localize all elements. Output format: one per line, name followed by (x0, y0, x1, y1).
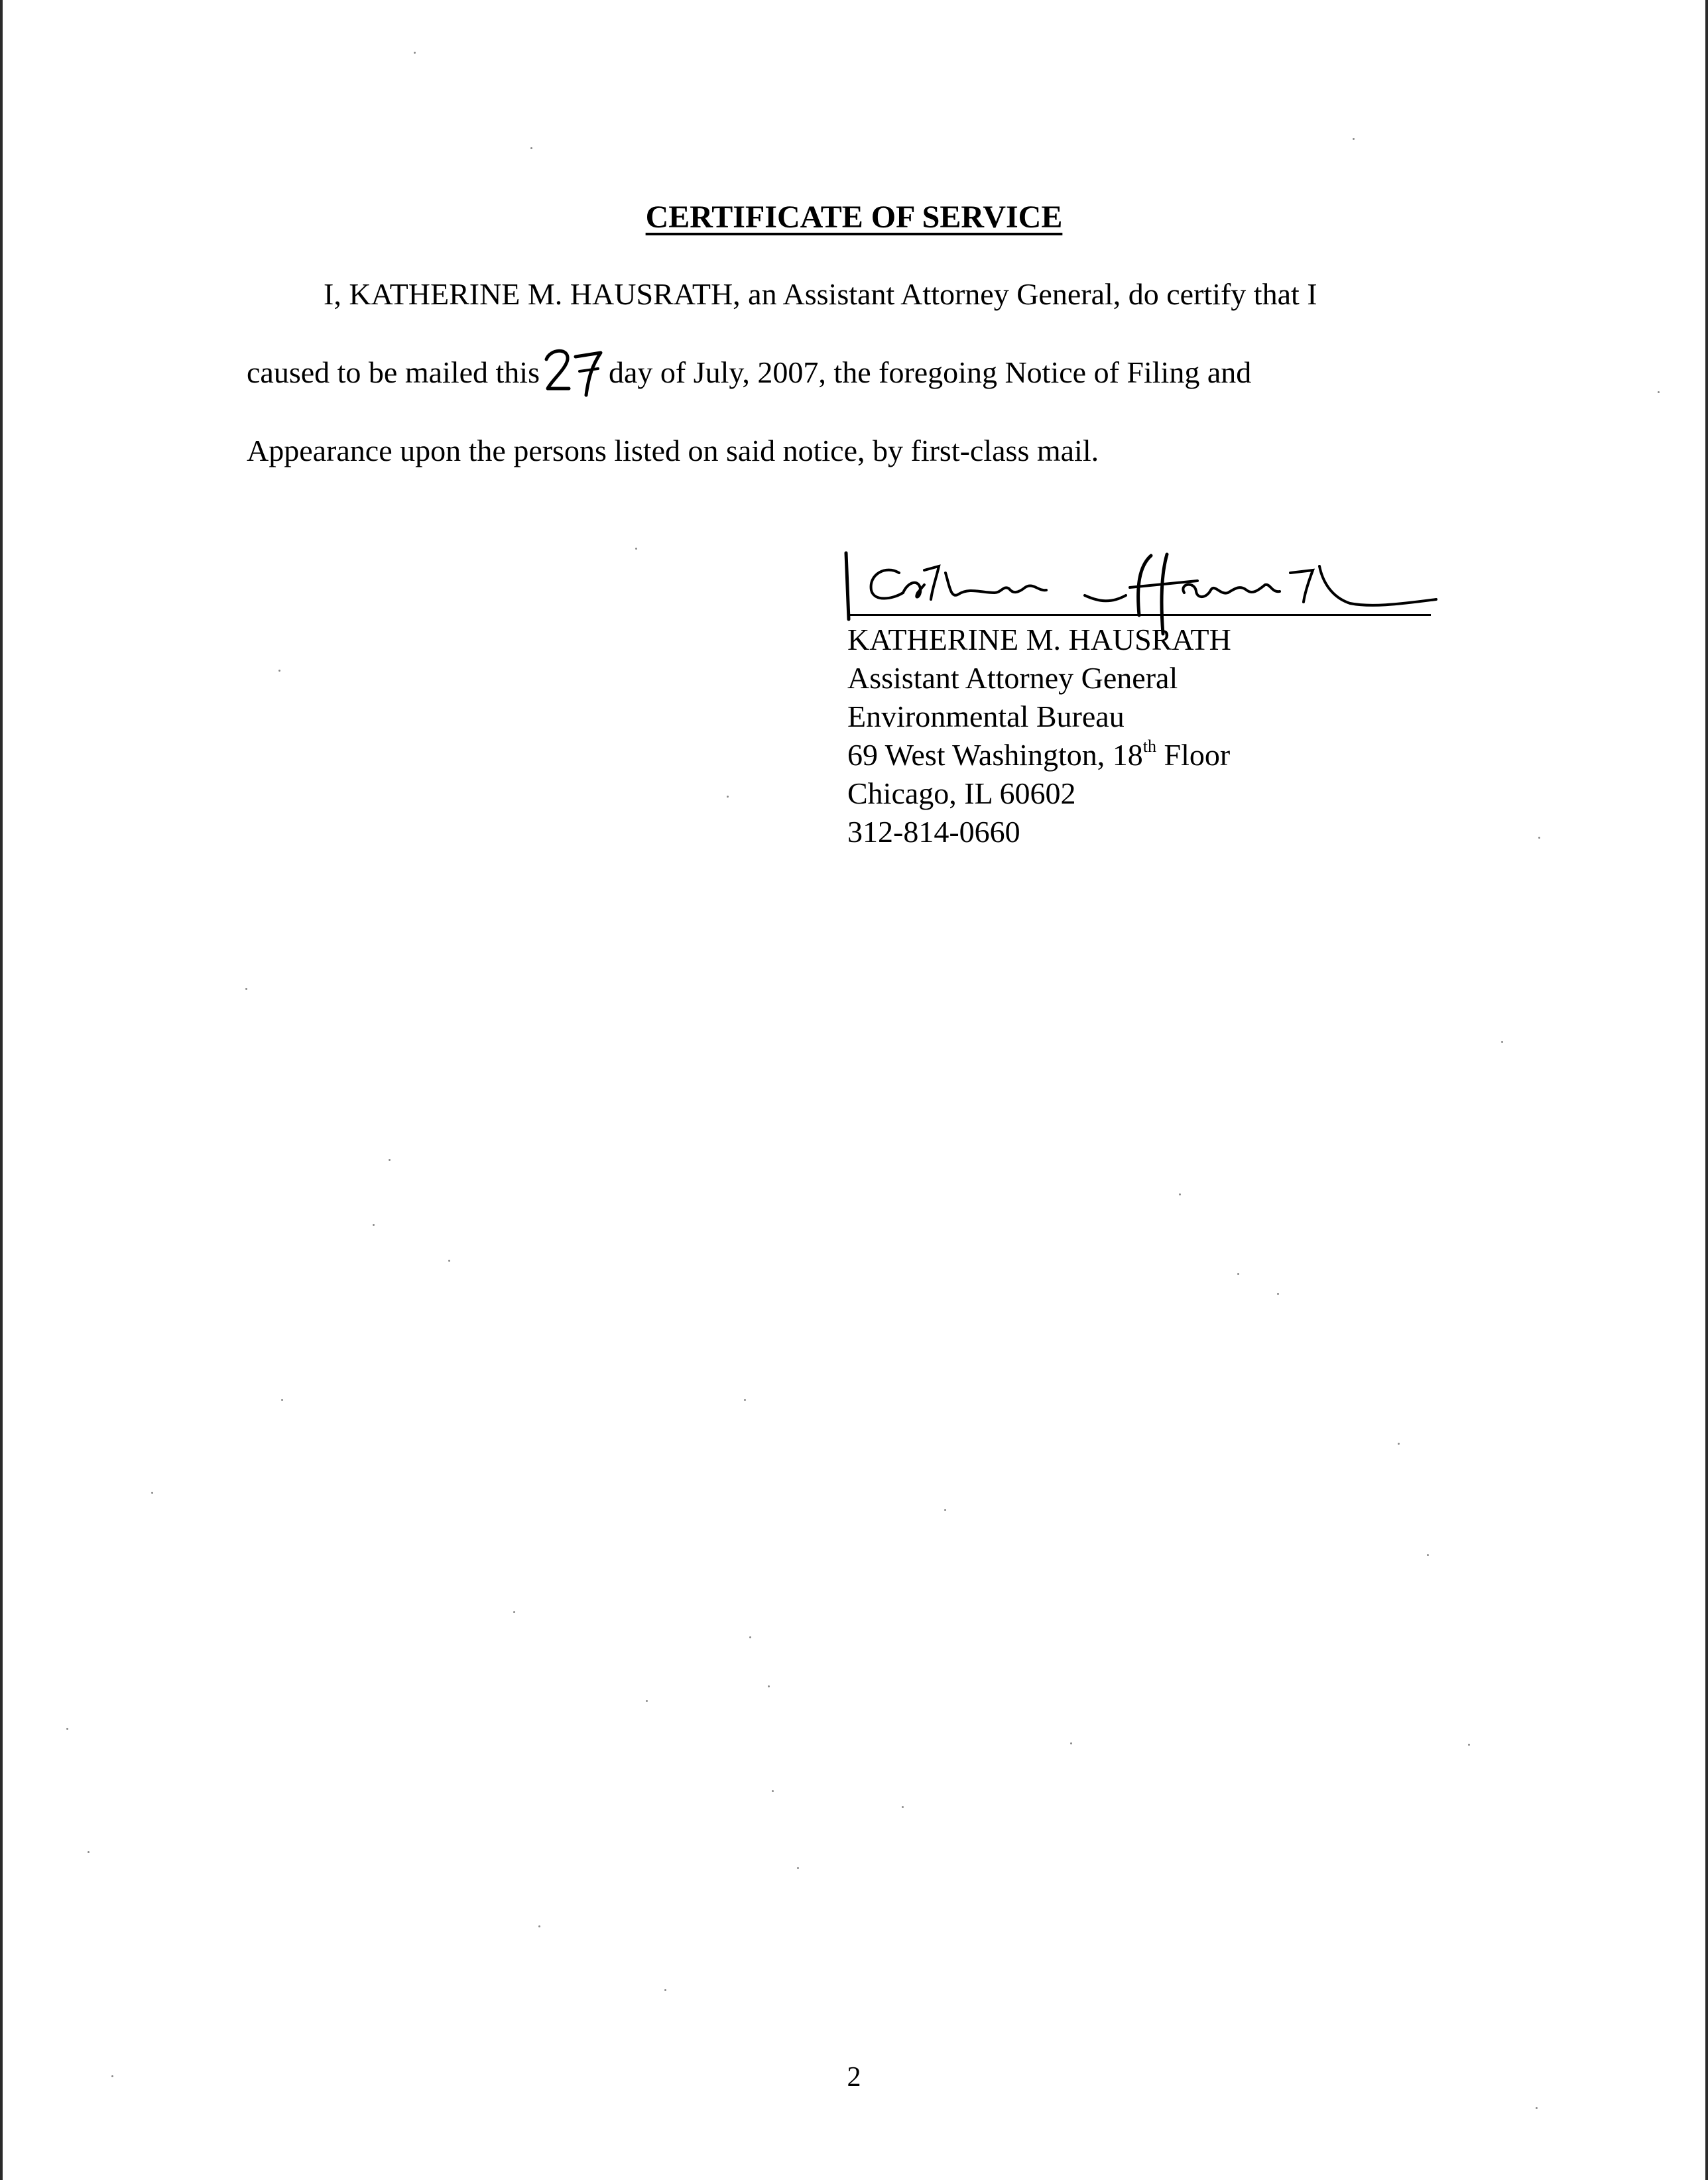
scan-speck (772, 1790, 774, 1792)
scan-speck (744, 1399, 746, 1401)
certificate-line-3: Appearance upon the persons listed on said notice, by first-class mail. (247, 434, 1099, 467)
handwritten-day-field (540, 354, 609, 391)
scan-speck (111, 2075, 113, 2077)
signatory-position: Assistant Attorney General (847, 661, 1178, 695)
street-address-ordinal: th (1142, 737, 1157, 756)
street-address-main: 69 West Washington, 18 (847, 738, 1143, 772)
scan-edge-right (1705, 0, 1708, 2180)
signatory-city: Chicago, IL 60602 (847, 776, 1076, 810)
signatory-name: KATHERINE M. HAUSRATH (847, 623, 1231, 656)
signatory-details (847, 621, 1231, 851)
scan-speck (1538, 837, 1540, 839)
scan-speck (1468, 1744, 1470, 1746)
scan-speck (1658, 391, 1660, 393)
signatory-bureau: Environmental Bureau (847, 699, 1125, 733)
signatory-phone: 312-814-0660 (847, 815, 1020, 849)
scan-speck (448, 1260, 450, 1262)
scan-speck (414, 52, 416, 54)
scan-edge-left (0, 0, 3, 2180)
scan-speck (245, 988, 247, 990)
scan-speck (530, 147, 532, 149)
scan-speck (1427, 1554, 1429, 1556)
scan-speck (278, 670, 280, 672)
certificate-line-1: I, KATHERINE M. HAUSRATH, an Assistant Attorney General, do certify that I (324, 277, 1317, 311)
scan-speck (727, 796, 729, 798)
scan-speck (66, 1728, 68, 1730)
scan-speck (1536, 2107, 1538, 2109)
document-title (0, 198, 1708, 237)
scan-speck (1179, 1193, 1181, 1195)
line-2-before-day: caused to be mailed this (247, 355, 540, 389)
certificate-line-2 (247, 354, 1251, 391)
scan-speck (635, 548, 637, 550)
scan-speck (513, 1611, 515, 1613)
scan-speck (749, 1636, 751, 1638)
scan-speck (797, 1867, 799, 1869)
scan-speck (1501, 1041, 1503, 1043)
page-number: 2 (847, 2062, 861, 2092)
handwritten-day-icon (542, 345, 606, 398)
scan-speck (1353, 138, 1355, 140)
scan-speck (373, 1224, 375, 1226)
scan-speck (1277, 1293, 1279, 1295)
scan-speck (646, 1700, 648, 1702)
scan-speck (538, 1925, 540, 1927)
signature-line (847, 614, 1431, 616)
scan-speck (88, 1851, 90, 1853)
scan-speck (151, 1492, 153, 1494)
scan-speck (389, 1159, 391, 1161)
street-address-floor: Floor (1156, 738, 1231, 772)
scan-speck (1237, 1273, 1239, 1275)
scan-speck (768, 1685, 770, 1687)
signatory-street-address (847, 736, 1231, 774)
scan-speck (1070, 1742, 1072, 1744)
line-2-after-day: day of July, 2007, the foregoing Notice of Filing and (609, 355, 1252, 389)
scan-speck (944, 1509, 946, 1511)
scan-speck (902, 1806, 904, 1808)
scan-speck (1398, 1443, 1400, 1445)
scan-speck (664, 1989, 666, 1991)
title-text: CERTIFICATE OF SERVICE (645, 200, 1063, 235)
scan-speck (281, 1399, 283, 1401)
